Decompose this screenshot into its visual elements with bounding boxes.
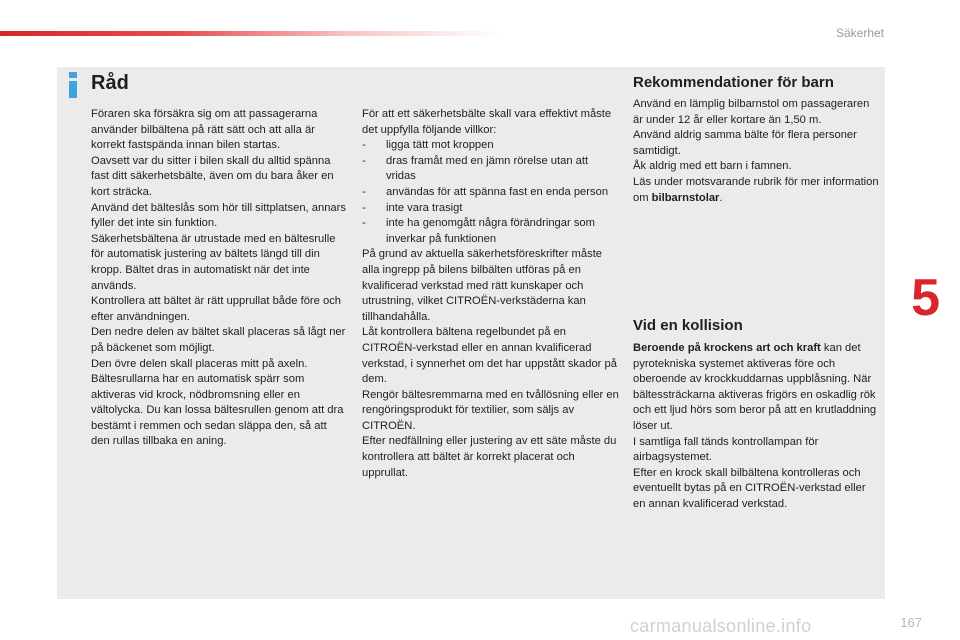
child-seats-reference: bilbarnstolar xyxy=(651,191,720,204)
paragraph: Bältesrullarna har en automatisk spärr som aktiveras vid krock, nödbromsning eller en vältolycka. Du kan lossa bältesrullen genom att dra bestämt i remmen och sedan släppa den, så att den rullas tillbaka en aning. xyxy=(91,373,344,448)
collision-heading: Vid en kollision xyxy=(633,317,743,334)
info-icon xyxy=(66,72,80,98)
tips-heading: Råd xyxy=(91,72,129,94)
paragraph: Använd aldrig samma bälte för flera personer samtidigt. xyxy=(633,129,857,157)
paragraph: Den nedre delen av bältet skall placeras så lågt ner på bäckenet som möjligt. xyxy=(91,326,346,354)
paragraph xyxy=(633,175,881,206)
list-item: - inte vara trasigt xyxy=(362,201,620,217)
watermark: carmanualsonline.info xyxy=(630,616,812,636)
reference-end: . xyxy=(719,191,723,204)
paragraph: Åk aldrig med ett barn i famnen. xyxy=(633,160,792,173)
paragraph: Oavsett var du sitter i bilen skall du alltid spänna fast ditt säkerhetsbälte, även om du bara åker en kort sträcka. xyxy=(91,154,334,198)
paragraph xyxy=(633,341,881,435)
lead-text: kan det pyrotekniska systemet aktiveras före och oberoende av krockkuddarnas uppblåsning. När bältessträckarna aktiveras frigörs en oskadlig rök och ett ljud hörs som beror på att en krutladdning löser ut. xyxy=(633,342,877,432)
paragraph: Efter en krock skall bilbältena kontrolleras och eventuellt bytas på en CITROËN-verkstad eller en annan kvalificerad verkstad. xyxy=(633,466,866,510)
paragraph: Säkerhetsbältena är utrustade med en bältesrulle för automatisk justering av bältets längd till din kropp. Bältet dras in automatiskt när det inte används. xyxy=(91,232,336,292)
tips-column-2 xyxy=(362,107,620,481)
chapter-number: 5 xyxy=(911,269,940,327)
list-item: - inte ha genomgått några förändringar som inverkar på funktionen xyxy=(362,216,620,247)
paragraph: Efter nedfällning eller justering av ett säte måste du kontrollera att bältet är korrekt placerat och upprullat. xyxy=(362,435,617,479)
paragraph: Föraren ska försäkra sig om att passagerarna använder bilbältena på rätt sätt och att alla är korrekt fastspända innan bilen startas. xyxy=(91,108,318,152)
paragraph: Kontrollera att bältet är rätt upprullat både före och efter användningen. xyxy=(91,295,342,323)
paragraph: Rengör bältesremmarna med en tvållösning eller en rengöringsprodukt för textilier, som säljs av CITROËN. xyxy=(362,388,619,432)
paragraph: Använd en lämplig bilbarnstol om passageraren är under 12 år eller kortare än 1,50 m. xyxy=(633,98,870,126)
list-item: - ligga tätt mot kroppen xyxy=(362,138,620,154)
paragraph: Låt kontrollera bältena regelbundet på en CITROËN-verkstad eller en annan kvalificerad verkstad, i synnerhet om det har uppstått skador på dem. xyxy=(362,326,617,386)
paragraph: För att ett säkerhetsbälte skall vara effektivt måste det uppfylla följande villkor: xyxy=(362,108,612,136)
paragraph: På grund av aktuella säkerhetsföreskrifter måste alla ingrepp på bilens bilbälten utföras på en kvalificerad verkstad med rätt kunskaper och utrustning, vilket CITROËN-verkstäderna kan tillhandahålla. xyxy=(362,248,603,323)
chapter-title: Säkerhet xyxy=(835,26,884,40)
list-item: - användas för att spänna fast en enda person xyxy=(362,185,620,201)
paragraph: Den övre delen skall placeras mitt på axeln. xyxy=(91,357,308,370)
tips-column-1 xyxy=(91,107,347,450)
page-number: 167 xyxy=(900,615,922,630)
reference-text: Läs under motsvarande rubrik för mer information om xyxy=(633,175,879,204)
paragraph: I samtliga fall tänds kontrollampan för airbagsystemet. xyxy=(633,435,819,464)
collision-section xyxy=(633,341,881,513)
lead-bold: Beroende på krockens art och kraft xyxy=(633,342,821,354)
list-item: - dras framåt med en jämn rörelse utan att vridas xyxy=(362,154,620,185)
children-section xyxy=(633,97,881,206)
top-accent-bar xyxy=(0,31,500,36)
paragraph: Använd det bälteslås som hör till sittplatsen, annars fyller det inte sin funktion. xyxy=(91,201,346,230)
children-heading: Rekommendationer för barn xyxy=(633,74,834,91)
